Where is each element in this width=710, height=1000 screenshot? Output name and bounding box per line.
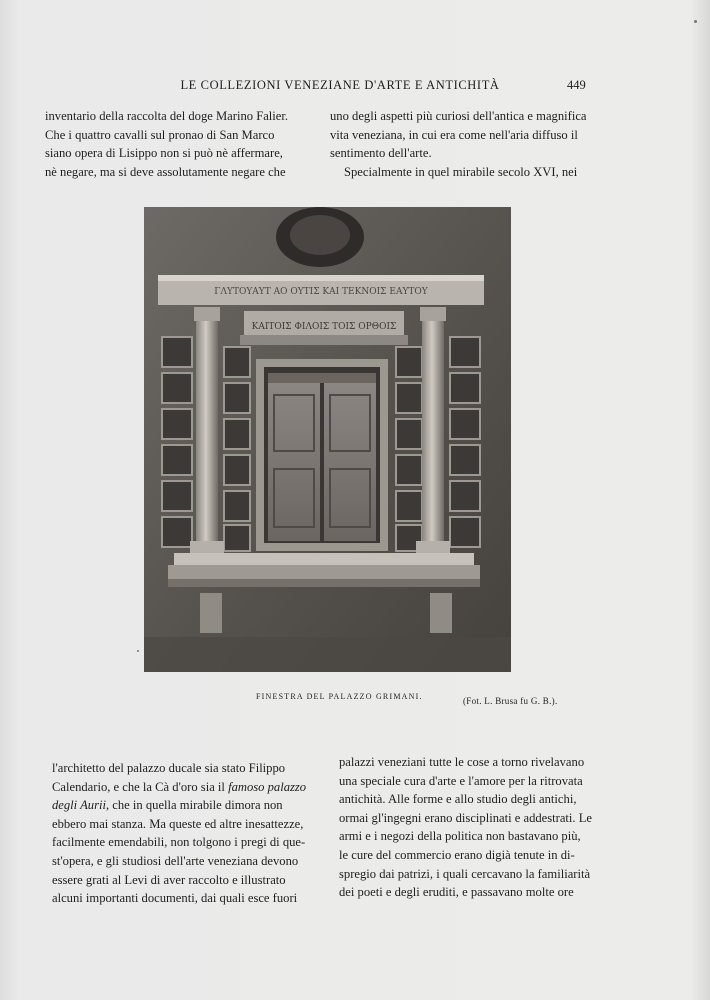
text-line: Che i quattro cavalli sul pronao di San Marco	[45, 127, 275, 142]
text-line: inventario della raccolta del doge Marino Falier.	[45, 109, 289, 123]
text-line: armi e i negozi della politica non bastavano più,	[339, 829, 581, 844]
bottom-left-column	[52, 759, 322, 908]
photo-credit: (Fot. L. Brusa fu G. B.).	[463, 696, 558, 706]
italic-title: degli Aurii	[52, 798, 106, 813]
text-line: uno degli aspetti più curiosi dell'antica e magnifica	[330, 109, 587, 123]
text-line: una speciale cura d'arte e l'amore per la ritrovata	[339, 773, 583, 788]
text-line: siano opera di Lisippo non si può nè affermare,	[45, 146, 283, 161]
text-line	[52, 778, 322, 797]
text-line: vita veneziana, in cui era come nell'aria diffuso il	[330, 127, 578, 142]
paper-speck	[694, 20, 697, 23]
text-line: antichità. Alle forme e allo studio degli antichi,	[339, 792, 577, 807]
page-number: 449	[567, 78, 586, 92]
figure-caption: FINESTRA DEL PALAZZO GRIMANI.	[256, 692, 423, 701]
text-line: ormai gl'ingegni erano disciplinati e addestrati. Le	[339, 810, 593, 825]
text-line	[52, 796, 322, 815]
inscription-panel: ΚΑΙΤΟΙΣ ΦΙΛΟΙΣ ΤΟΙΣ ΟΡΘΟΙΣ	[251, 322, 397, 332]
text-line: palazzi veneziani tutte le cose a torno rivelavano	[339, 755, 585, 769]
window-illustration	[144, 207, 511, 672]
text-line: ebbero mai stanza. Ma queste ed altre inesattezze,	[52, 816, 304, 831]
text-line: essere grati al Levi di aver raccolto e illustrato	[52, 872, 286, 887]
text-line: dei poeti e degli eruditi, e passavano molte ore	[339, 885, 574, 900]
top-left-column	[45, 107, 319, 181]
text-line: st'opera, e gli studiosi dell'arte veneziana devono	[52, 853, 299, 868]
text-line: alcuni importanti documenti, dai quali esce fuori	[52, 891, 298, 906]
text-line: facilmente emendabili, non tolgono i pregi di que-	[52, 835, 306, 850]
running-title: LE COLLEZIONI VENEZIANE D'ARTE E ANTICHITÀ	[180, 78, 500, 92]
text-line: l'architetto del palazzo ducale sia stato Filippo	[52, 761, 286, 775]
text-line: le cure del commercio erano digià tenute in di-	[339, 847, 575, 862]
paper-speck	[137, 650, 139, 652]
text-line: spregio dai patrizi, i quali cercavano la familiarità	[339, 866, 591, 881]
italic-title: famoso palazzo	[228, 779, 307, 794]
text-line: Specialmente in quel mirabile secolo XVI, nei	[344, 164, 578, 179]
text-line: sentimento dell'arte.	[330, 146, 432, 161]
inscription-top: ΓΛYΤΟΥΑΥΤ ΑΟ ΟΥΤΙΣ ΚΑΙ ΤΕΚΝΟΙΣ ΕΑΥΤΟΥ	[214, 287, 428, 297]
bottom-right-column	[339, 753, 608, 902]
text-line: nè negare, ma si deve assolutamente negare che	[45, 164, 286, 179]
window-photograph	[144, 207, 511, 672]
text-span: Calendario, e che la Cà d'oro sia il	[52, 779, 229, 794]
text-span: , che in quella mirabile dimora non	[106, 798, 283, 813]
top-right-column	[330, 107, 602, 181]
